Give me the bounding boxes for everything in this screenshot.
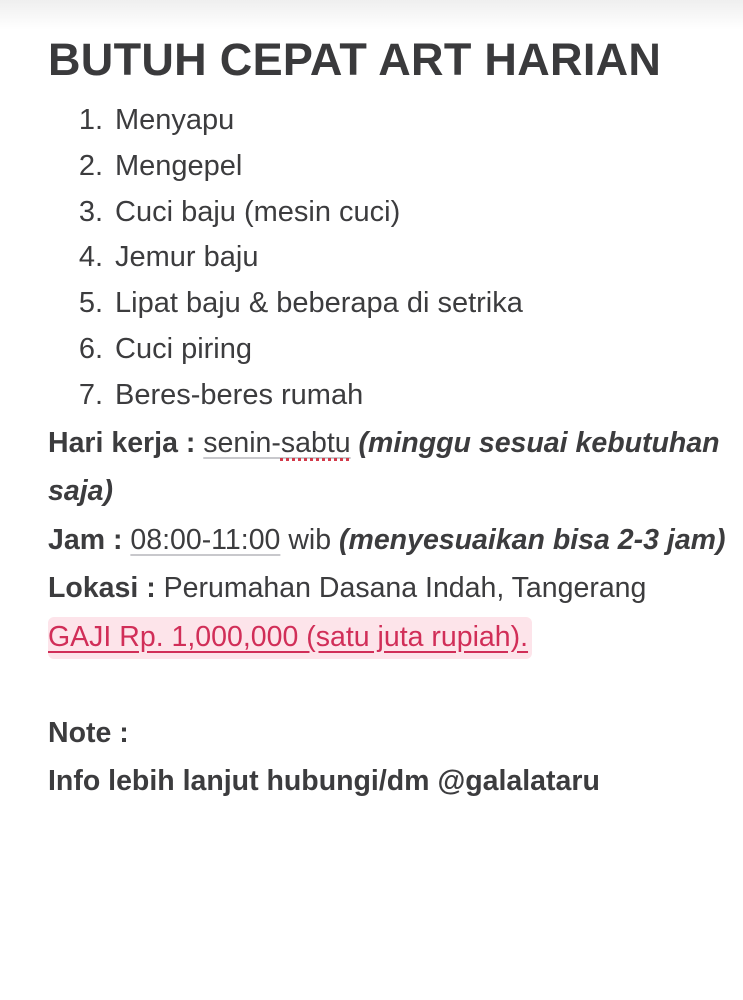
list-item: 3. Cuci baju (mesin cuci) — [78, 195, 401, 228]
list-item: 4. Jemur baju — [78, 241, 259, 274]
location-value: Perumahan Dasana Indah, Tangerang — [163, 572, 647, 605]
hours-suffix: wib — [288, 523, 332, 556]
contact-info: Info lebih lanjut hubungi/dm @galalataru — [48, 765, 600, 798]
hours-line — [48, 516, 728, 565]
list-item: 2. Mengepel — [78, 149, 243, 182]
work-days-value[interactable]: senin-sabtu — [203, 426, 351, 459]
task-list — [48, 98, 728, 419]
list-item: 7. Beres-beres rumah — [78, 378, 364, 411]
list-item: 6. Cuci piring — [78, 332, 252, 365]
work-days-label: Hari kerja : — [48, 426, 196, 459]
list-item: 5. Lipat baju & beberapa di setrika — [78, 287, 523, 320]
work-days-note: (minggu sesuai kebutuhan saja) — [48, 426, 720, 508]
note-document[interactable] — [48, 30, 728, 806]
top-shadow — [0, 0, 743, 30]
list-item: 1. Menyapu — [78, 104, 235, 136]
salary-highlight: GAJI Rp. 1,000,000 (satu juta rupiah). — [48, 617, 532, 659]
note-title: BUTUH CEPAT ART HARIAN — [48, 34, 662, 85]
work-days-line — [48, 419, 728, 516]
note-label: Note : — [48, 716, 129, 749]
location-label: Lokasi : — [48, 572, 156, 605]
misspelled-word[interactable]: sabtu — [280, 426, 351, 459]
hours-label: Jam : — [48, 523, 123, 556]
location-line — [48, 564, 728, 613]
hours-note: (menyesuaikan bisa 2-3 jam) — [339, 523, 726, 556]
hours-value-link[interactable]: 08:00-11:00 — [130, 523, 281, 556]
